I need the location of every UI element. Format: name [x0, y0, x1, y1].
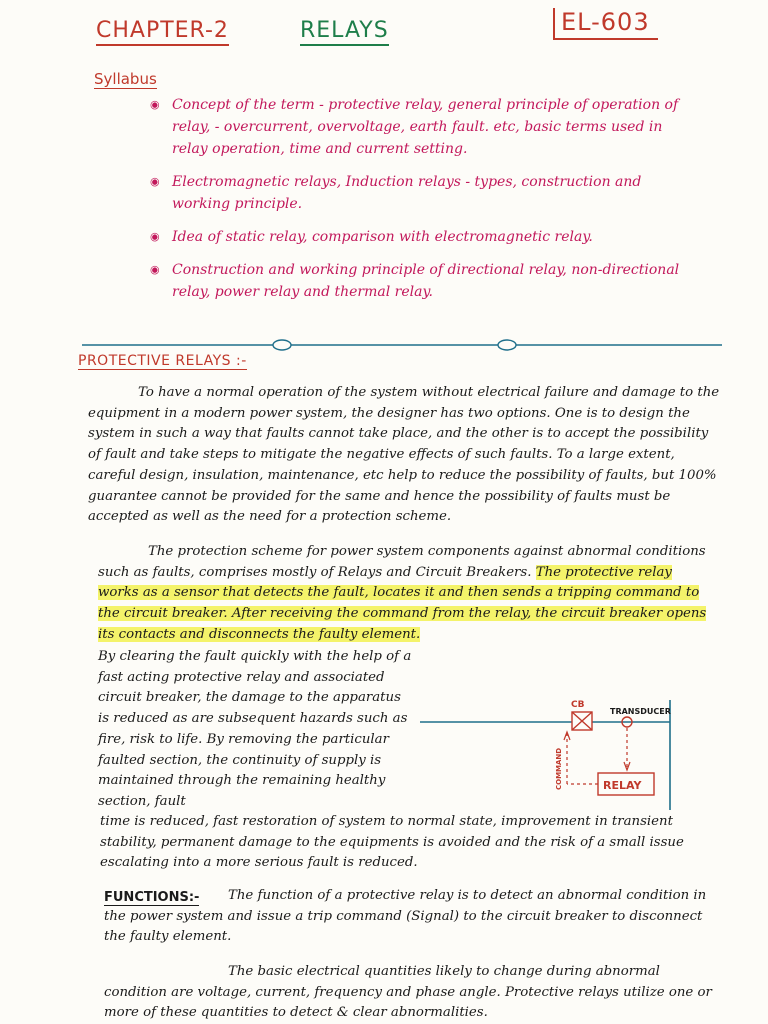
chapter-title: RELAYS: [300, 18, 389, 46]
syllabus-item: ◉ Electromagnetic relays, Induction relays - types, construction and working principle.: [150, 171, 695, 215]
protection-scheme-text: The protection scheme for power system components against abnormal conditions such as faults, comprises mostly of Relays and Circuit Breakers.: [98, 544, 706, 580]
course-code: EL-603: [553, 8, 658, 40]
functions-heading: FUNCTIONS:-: [104, 890, 200, 905]
syllabus-item: ◉ Idea of static relay, comparison with electromagnetic relay.: [150, 226, 695, 248]
protection-scheme-paragraph: [98, 542, 710, 646]
relay-box-label: RELAY: [603, 779, 642, 792]
syllabus-heading: Syllabus: [94, 70, 157, 88]
functions-paragraph: The function of a protective relay is to detect an abnormal condition in the power system and issue a trip command (Signal) to the circuit breaker to disconnect the faulty element.: [104, 888, 707, 945]
syllabus-item: ◉ Construction and working principle of directional relay, non-directional relay, power relay and thermal relay.: [150, 259, 695, 303]
protective-relays-heading: PROTECTIVE RELAYS :-: [78, 353, 247, 369]
relay-circuit-diagram: [420, 690, 690, 810]
command-label: COMMAND: [555, 747, 563, 790]
cb-label: CB: [571, 700, 585, 710]
section-divider: [82, 338, 722, 352]
fault-clearing-paragraph: By clearing the fault quickly with the help of a fast acting protective relay and associated circuit breaker, the damage to the apparatus is reduced as are subsequent hazards such as fire, risk to life. By removing the particular faulted section, the continuity of supply is maintained through the remaining healthy section, fault: [98, 649, 412, 809]
chapter-heading: CHAPTER-2: [96, 18, 229, 46]
syllabus-item: ◉ Concept of the term - protective relay, general principle of operation of relay, - overcurrent, overvoltage, earth fault. etc, basic terms used in relay operation, time and current setting.: [150, 94, 695, 160]
highlighted-text: The protective relay works as a sensor that detects the fault, locates it and then sends a tripping command to the circuit breaker. After receiving the command from the relay, the circuit breaker opens its contacts and disconnects the faulty element.: [98, 564, 707, 642]
intro-paragraph: To have a normal operation of the system without electrical failure and damage to the equipment in a modern power system, the designer has two options. One is to design the system in such a way that faults cannot take place, and the other is to accept the possibility of fault and take steps to mitigate the negative effects of such faults. To a large extent, careful design, insulation, maintenance, etc help to reduce the possibility of faults, but 100% guarantee cannot be provided for the same and hence the possibility of faults must be accepted as well as the need for a protection scheme.: [88, 385, 720, 525]
syllabus-list: [150, 94, 695, 314]
fault-time-paragraph: time is reduced, fast restoration of system to normal state, improvement in transient stability, permanent damage to the equipments is avoided and the risk of a small issue escalating into a more serious fault is reduced.: [100, 814, 684, 871]
transducer-label: TRANSDUCER: [610, 707, 671, 716]
electrical-quantities-paragraph: The basic electrical quantities likely to change during abnormal condition are voltage, current, frequency and phase angle. Protective relays utilize one or more of these quantities to detect & clear abnormalities.: [104, 964, 712, 1021]
